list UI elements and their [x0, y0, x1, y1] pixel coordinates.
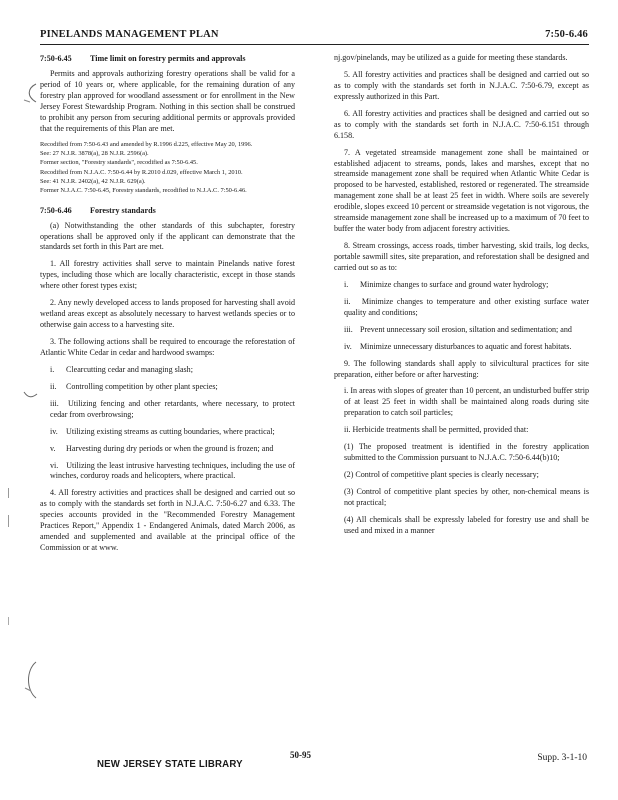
left-column [40, 53, 295, 560]
paragraph-8: 8. Stream crossings, access roads, timber harvesting, skid trails, log decks, portable sawmill sites, site preparation, and reforestation shall be designed and carried out so as to: [334, 241, 589, 272]
paragraph-2: 2. Any newly developed access to lands proposed for harvesting shall avoid wetland areas except as absolutely necessary to harvest wetlands species or to otherwise gain access to a harvesting site. [40, 298, 295, 330]
paragraph-5: 5. All forestry activities and practices shall be designed and carried out so as to comply with the standards set forth in N.J.A.C. 7:50-6.79, except as expressly authorized in this Part. [334, 69, 589, 101]
paragraph-4: 4. All forestry activities and practices shall be designed and carried out so as to comply with the standards set forth in N.J.A.C. 7:50-6.27 and 6.33. The species accounts provided in the "Recommended Forestry Management Practices Report," Appendix 1 - Endangered Animals, dated March 2006, as amended and supplemented and available at the principal office of the Commission or at www. [40, 488, 295, 553]
paragraph-9: 9. The following standards shall apply to silvicultural practices for site preparation, either before or after harvesting: [334, 358, 589, 379]
list-item: iv. Utilizing existing streams as cutting boundaries, where practical; [50, 426, 275, 436]
list-item: v. Harvesting during dry periods or when the ground is frozen; and [50, 443, 274, 453]
list-item: i. Clearcutting cedar and managing slash; [50, 364, 193, 374]
history-note: Recodified from N.J.A.C. 7:50-6.44 by R.2010 d.029, effective March 1, 2010. [40, 168, 243, 176]
list-item: (3) Control of competitive plant species by other, non-chemical means is not practical; [344, 487, 589, 507]
header-title: PINELANDS MANAGEMENT PLAN [40, 29, 219, 40]
paragraph-4-continued: nj.gov/pinelands, may be utilized as a guide for meeting these standards. [334, 53, 568, 62]
paragraph-6: 6. All forestry activities and practices shall be designed and carried out so as to comply with the standards set forth in N.J.A.C. 7:50-6.151 through 6.158. [334, 108, 589, 140]
history-note: See: 27 N.J.R. 3878(a), 28 N.J.R. 2596(a). [40, 149, 149, 157]
margin-tick [8, 488, 9, 498]
paragraph-9-ii: ii. Herbicide treatments shall be permitted, provided that: [344, 425, 529, 435]
header-rule [40, 44, 589, 45]
paragraph-9-i: i. In areas with slopes of greater than 10 percent, an undisturbed buffer strip of at least 25 feet in width shall be maintained along roads during site preparation to catch soil particles; [344, 386, 589, 418]
list-item: iv. Minimize unnecessary disturbances to aquatic and forest habitats. [344, 341, 572, 351]
list-item: ii. Controlling competition by other plant species; [50, 381, 218, 391]
list-item: iii. Prevent unnecessary soil erosion, siltation and sedimentation; and [344, 324, 572, 334]
list-item: vi. Utilizing the least intrusive harvesting techniques, including the use of winches, corduroy roads and helicopters, where practical. [50, 460, 295, 481]
paragraph-1: 1. All forestry activities shall serve to maintain Pinelands native forest types, including those which are locally characteristic, except in those stands where other forest types exist; [40, 259, 295, 291]
page-number: 50-95 [290, 750, 311, 760]
list-item: (1) The proposed treatment is identified in the forestry application submitted to the Commission pursuant to N.J.A.C. 7:50-6.44(b)10; [344, 442, 589, 463]
history-notes [40, 141, 295, 196]
punch-hole-mark [22, 82, 38, 104]
list-item: (4) All chemicals shall be expressly labeled for forestry use and shall be used and mixed in a manner [344, 514, 589, 535]
margin-tick [8, 515, 9, 527]
paragraph-7: 7. A vegetated streamside management zone shall be maintained or established adjacent to streams, ponds, lakes and marshes, except that no streamside management zone shall be required when Atlantic White Cedar is proposed to be harvested, established, restored or regenerated. The streamside management zone shall be at least 25 feet in width. Where soils are severely erodible, slopes exceed 10 percent or streamside vegetation is not vigorous, the streamside management zone shall be increased up to a maximum of 70 feet to buffer the water body from adjacent forestry activities. [334, 147, 589, 234]
punch-hole-mark [22, 388, 38, 402]
history-note: Recodified from 7:50-6.43 and amended by R.1996 d.225, effective May 20, 1996. [40, 140, 253, 148]
list-item: i. Minimize changes to surface and ground water hydrology; [344, 279, 549, 289]
punch-hole-mark [22, 660, 40, 700]
running-header [40, 29, 588, 40]
header-section-number: 7:50-6.46 [545, 29, 588, 40]
margin-tick [8, 617, 9, 625]
paragraph-a: (a) Notwithstanding the other standards of this subchapter, forestry operations shall be approved only if the applicant can demonstrate that the standards set forth in this Part are met. [40, 220, 295, 252]
section-6-45-body: Permits and approvals authorizing forestry operations shall be valid for a period of 10 years or, where applicable, for the remaining duration of any forestry plan approved for woodland assessment or for enrollment in the New Jersey Forest Stewardship Program. Nothing in this section shall be construed to prohibit any person from securing additional permits or approvals provided that the requirements of this Plan are met. [40, 69, 295, 133]
history-note: See: 41 N.J.R. 2402(a), 42 N.J.R. 629(a). [40, 177, 146, 185]
list-item: iii. Utilizing fencing and other retardants, where necessary, to protect cedar from overbrowsing; [50, 398, 295, 419]
history-note: Former N.J.A.C. 7:50-6.45, Forestry standards, recodified to N.J.A.C. 7:50-6.46. [40, 187, 247, 195]
library-stamp: NEW JERSEY STATE LIBRARY [97, 758, 243, 770]
section-heading-6-46: 7:50-6.46 Forestry standards [40, 205, 156, 215]
section-heading-6-45: 7:50-6.45 Time limit on forestry permits and approvals [40, 54, 246, 63]
paragraph-3: 3. The following actions shall be required to encourage the reforestation of Atlantic White Cedar in cedar and hardwood swamps: [40, 337, 295, 357]
supplement-date: Supp. 3-1-10 [537, 753, 587, 763]
list-item: (2) Control of competitive plant species is clearly necessary; [344, 470, 539, 480]
list-item: ii. Minimize changes to temperature and other existing surface water quality and conditions; [344, 296, 589, 317]
right-column [334, 53, 589, 543]
history-note: Former section, "Forestry standards", recodified as 7:50-6.45. [40, 159, 198, 167]
